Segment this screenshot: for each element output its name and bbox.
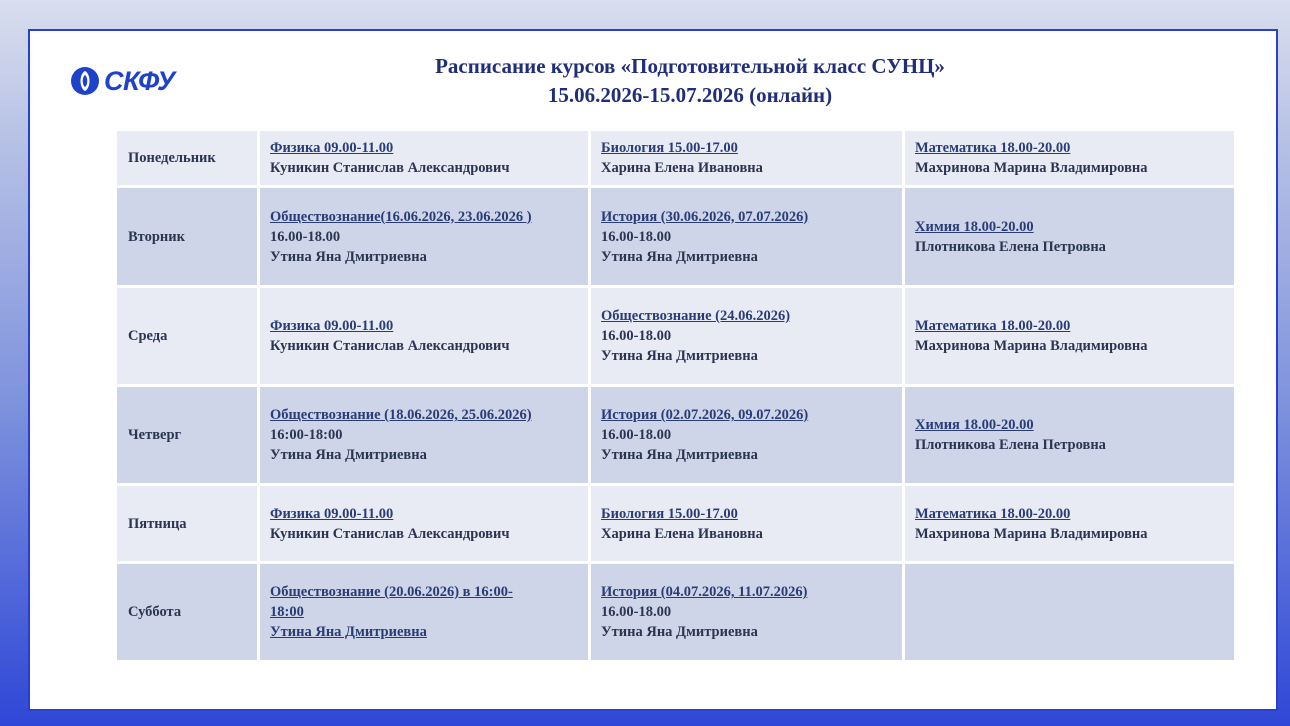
day-cell: Среда	[117, 288, 257, 384]
course-info: 16.00-18.00	[601, 427, 672, 443]
course-link[interactable]: Математика 18.00-20.00	[915, 140, 1071, 156]
schedule-cell	[591, 188, 902, 285]
course-link[interactable]: Обществознание(16.06.2026, 23.06.2026 )	[270, 208, 532, 225]
schedule-cell	[905, 486, 1234, 561]
course-link[interactable]: 18:00	[270, 604, 304, 620]
course-info: Утина Яна Дмитриевна	[270, 248, 427, 265]
schedule-cell	[905, 188, 1234, 285]
course-info: Махринова Марина Владимировна	[915, 525, 1148, 542]
course-info: Утина Яна Дмитриевна	[601, 447, 758, 463]
page-title	[290, 52, 1090, 110]
course-info: Плотникова Елена Петровна	[915, 437, 1106, 453]
day-cell: Вторник	[117, 188, 257, 285]
course-info: Плотникова Елена Петровна	[915, 238, 1106, 255]
schedule-cell	[260, 564, 588, 660]
course-link[interactable]: Биология 15.00-17.00	[601, 140, 738, 156]
schedule-cell	[591, 288, 902, 384]
schedule-cell	[260, 288, 588, 384]
schedule-cell	[591, 486, 902, 561]
schedule-cell	[260, 387, 588, 483]
skfu-logo-icon	[70, 66, 100, 96]
day-cell: Понедельник	[117, 131, 257, 185]
schedule-cell	[905, 131, 1234, 185]
course-info: Махринова Марина Владимировна	[915, 160, 1148, 176]
course-link[interactable]: История (30.06.2026, 07.07.2026)	[601, 208, 809, 225]
schedule-cell	[260, 131, 588, 185]
course-link[interactable]: Обществознание (24.06.2026)	[601, 308, 791, 324]
course-link[interactable]: История (02.07.2026, 09.07.2026)	[601, 407, 809, 423]
title-line-2: 15.06.2026-15.07.2026 (онлайн)	[547, 83, 833, 107]
course-info: Харина Елена Ивановна	[601, 160, 763, 176]
schedule-cell	[905, 564, 1234, 660]
course-link[interactable]: Физика 09.00-11.00	[270, 140, 394, 156]
course-link[interactable]: Математика 18.00-20.00	[915, 505, 1071, 522]
course-info: Утина Яна Дмитриевна	[601, 624, 758, 640]
course-link[interactable]: Физика 09.00-11.00	[270, 318, 394, 334]
course-link[interactable]: Обществознание (18.06.2026, 25.06.2026)	[270, 407, 532, 423]
course-info: 16.00-18.00	[270, 228, 341, 245]
schedule-cell	[905, 387, 1234, 483]
course-info: Утина Яна Дмитриевна	[270, 447, 427, 463]
day-cell: Пятница	[117, 486, 257, 561]
course-info: Утина Яна Дмитриевна	[601, 348, 758, 364]
course-info: Куникин Станислав Александрович	[270, 160, 510, 176]
schedule-cell	[260, 188, 588, 285]
schedule-cell	[591, 387, 902, 483]
course-info: 16.00-18.00	[601, 228, 672, 245]
schedule-cell	[905, 288, 1234, 384]
course-link[interactable]: Математика 18.00-20.00	[915, 318, 1071, 334]
course-info: Утина Яна Дмитриевна	[601, 248, 758, 265]
schedule-cell	[260, 486, 588, 561]
course-info: Махринова Марина Владимировна	[915, 338, 1148, 354]
day-cell: Суббота	[117, 564, 257, 660]
course-info: Куникин Станислав Александрович	[270, 338, 510, 354]
course-info: Харина Елена Ивановна	[601, 525, 763, 542]
title-line-1: Расписание курсов «Подготовительной класс СУНЦ»	[435, 54, 945, 78]
course-info: 16:00-18:00	[270, 427, 343, 443]
slide	[28, 29, 1278, 711]
day-cell: Четверг	[117, 387, 257, 483]
course-link[interactable]: Утина Яна Дмитриевна	[270, 624, 427, 640]
schedule-table	[117, 131, 1234, 660]
schedule-cell	[591, 131, 902, 185]
course-link[interactable]: Биология 15.00-17.00	[601, 505, 738, 522]
course-info: Куникин Станислав Александрович	[270, 525, 510, 542]
course-link[interactable]: Химия 18.00-20.00	[915, 218, 1034, 235]
course-info: 16.00-18.00	[601, 604, 672, 620]
course-link[interactable]: История (04.07.2026, 11.07.2026)	[601, 584, 808, 600]
course-info: 16.00-18.00	[601, 328, 672, 344]
logo-text: СКФУ	[104, 65, 175, 96]
skfu-logo	[70, 64, 175, 98]
course-link[interactable]: Химия 18.00-20.00	[915, 417, 1034, 433]
schedule-cell	[591, 564, 902, 660]
course-link[interactable]: Физика 09.00-11.00	[270, 505, 394, 522]
course-link[interactable]: Обществознание (20.06.2026) в 16:00-	[270, 584, 513, 600]
